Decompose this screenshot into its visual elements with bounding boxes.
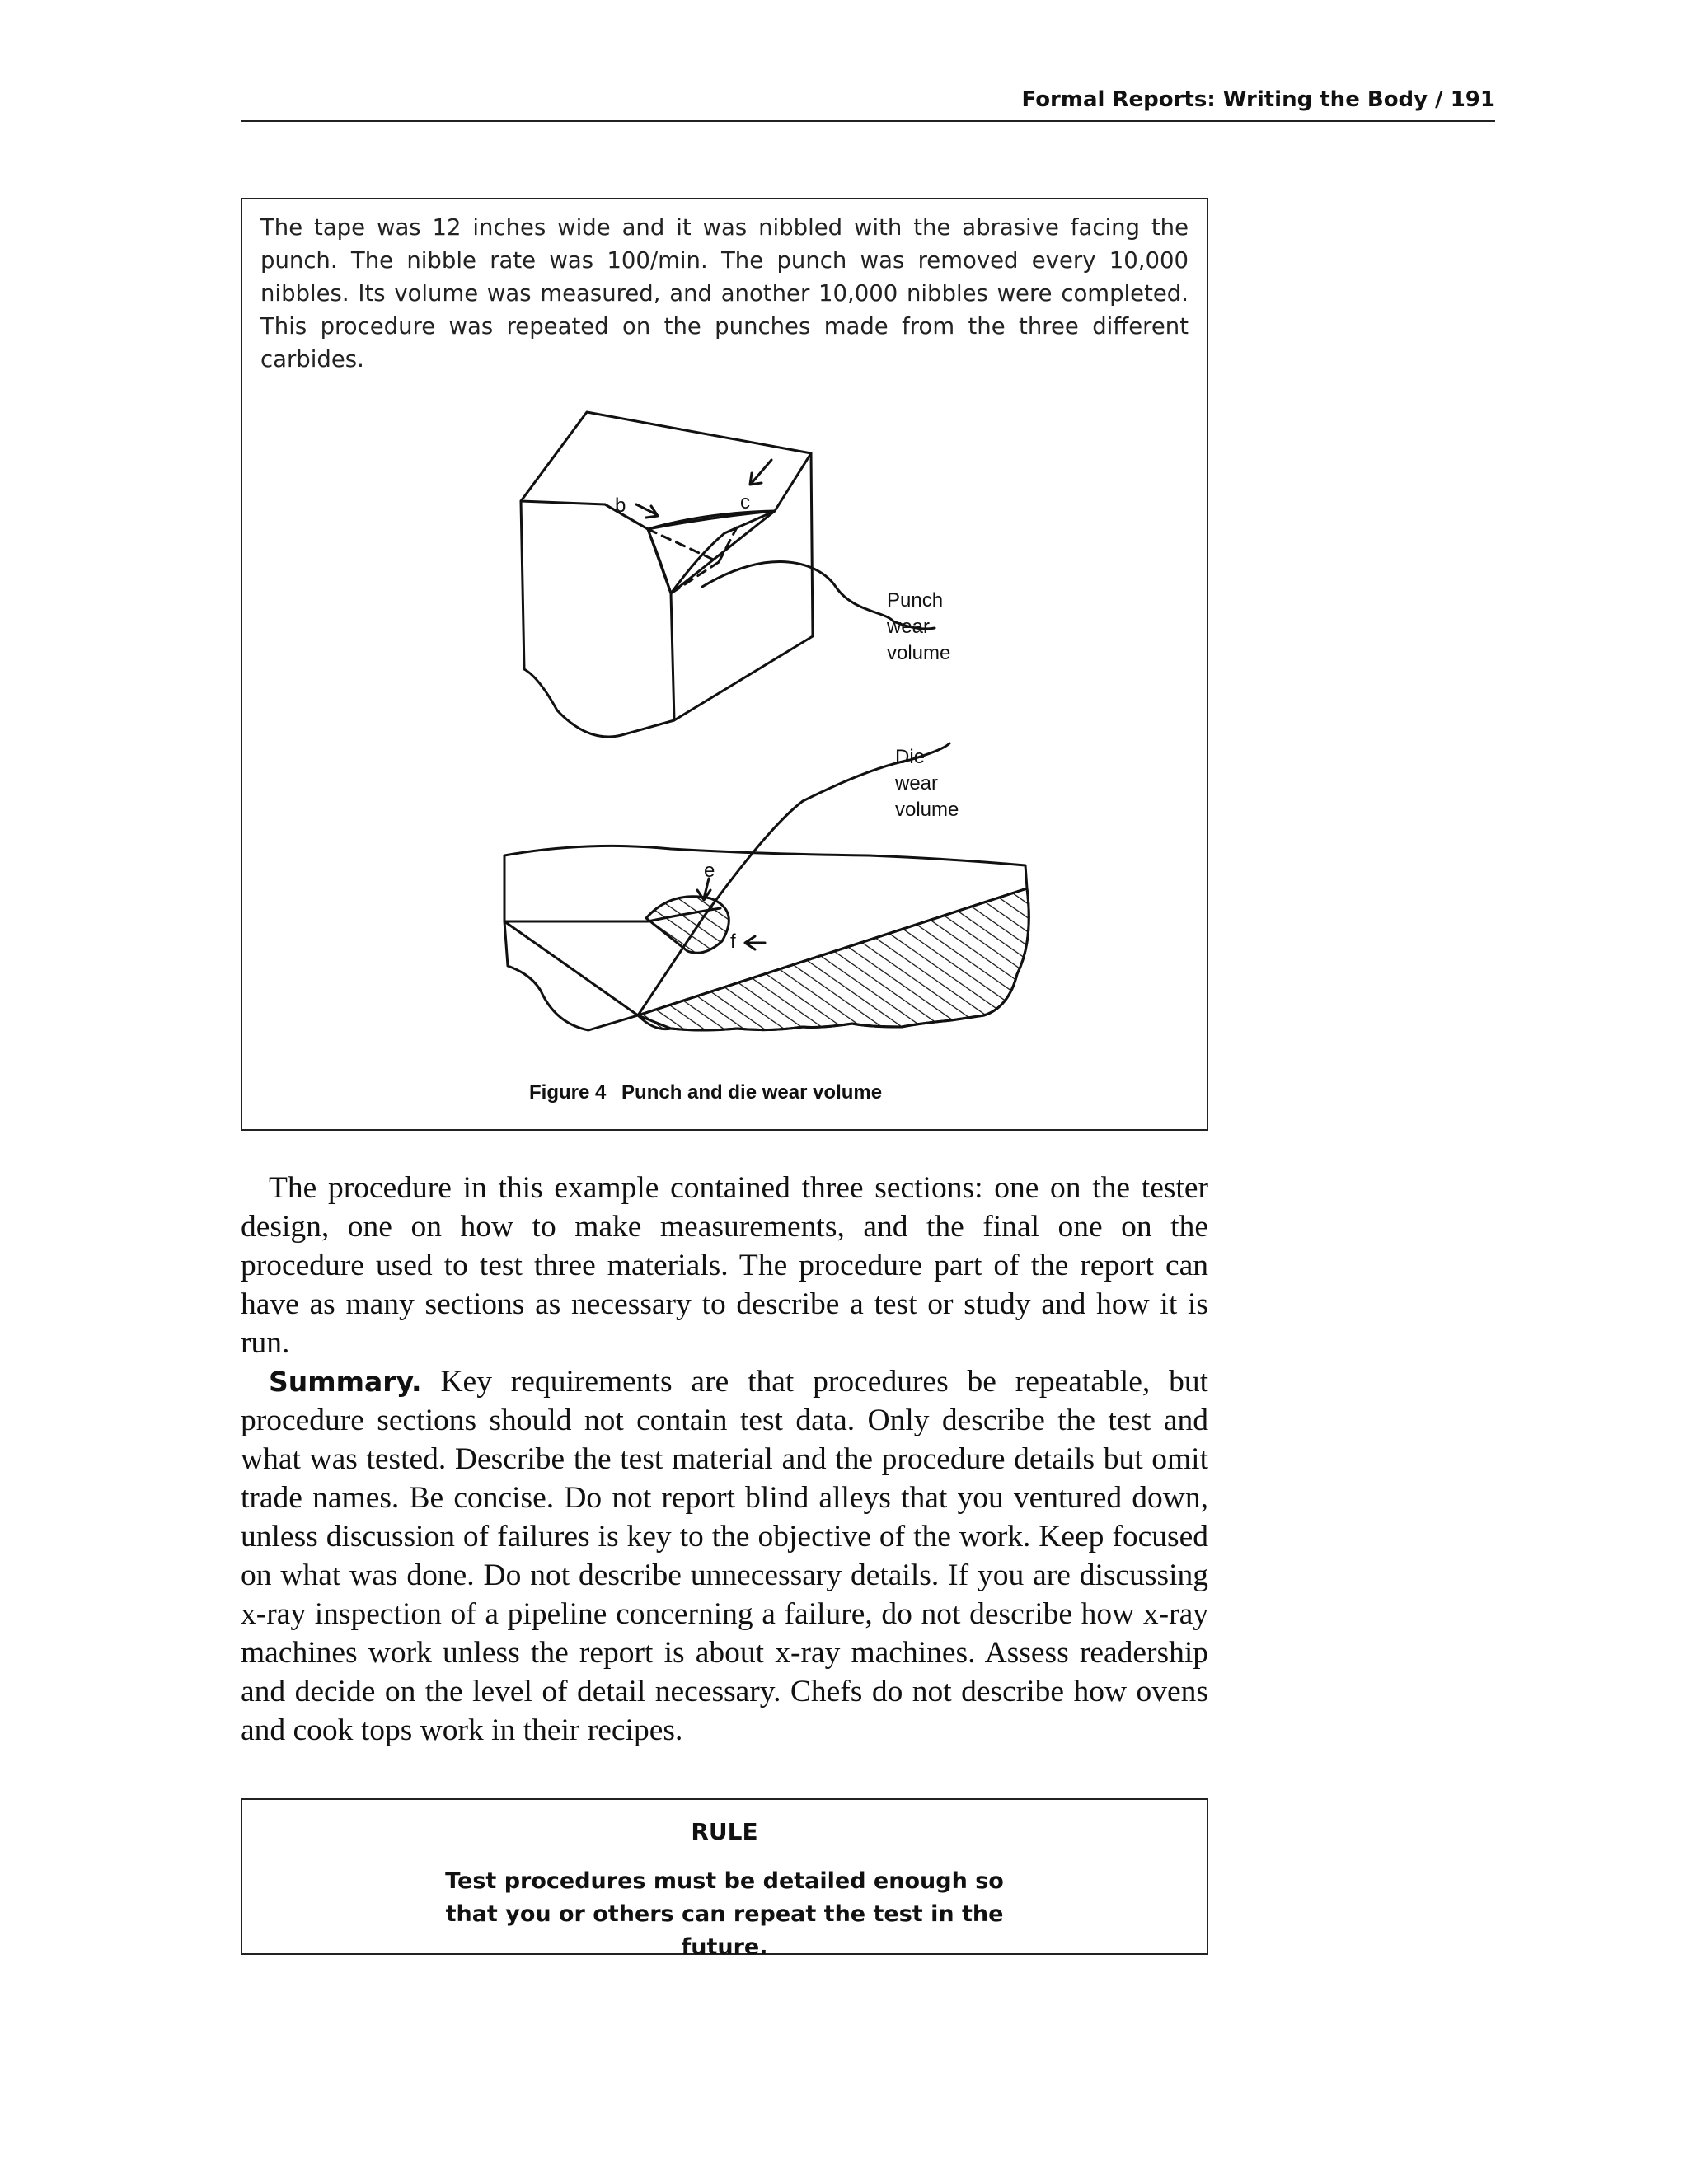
figure-caption — [529, 1081, 882, 1104]
summary-heading: Summary. — [269, 1366, 422, 1398]
arrow-c — [750, 460, 771, 485]
rule-title: RULE — [691, 1818, 758, 1845]
punch-label-line1: Punch — [887, 589, 944, 612]
running-header-text: Formal Reports: Writing the Body / 191 — [1021, 87, 1495, 112]
label-b: b — [615, 494, 626, 517]
punch-label-line3: volume — [887, 642, 951, 664]
die-wear-half-disc — [646, 897, 729, 954]
excerpt-text: The tape was 12 inches wide and it was nibbled with the abrasive facing the punch. The nibble rate was 100/min. The punch was removed every 10,000 nibbles. Its volume was measured, and another 10,000 nibbles were completed. This procedure was repeated on the punches made from the three different carbides. — [260, 214, 1189, 373]
punch-wear-dashed — [648, 527, 737, 593]
die-label-line1: Die — [895, 746, 926, 768]
rule-text: Test procedures must be detailed enough so that you or others can repeat the test in the future. — [445, 1868, 1004, 1960]
label-c: c — [740, 491, 750, 513]
figure-caption-text: Punch and die wear volume — [621, 1081, 883, 1104]
punch-label-line2: wear — [887, 616, 931, 638]
die-label-line3: volume — [895, 799, 959, 821]
arrow-f — [745, 936, 765, 949]
label-e: e — [704, 860, 715, 882]
label-f: f — [730, 930, 736, 953]
punch-die-wear-figure — [242, 199, 1207, 1129]
figure-caption-number: Figure 4 — [529, 1081, 607, 1104]
running-header — [241, 82, 1495, 122]
body-text — [241, 1169, 1208, 1750]
die-label-line2: wear — [895, 772, 939, 794]
paragraph-procedure: The procedure in this example contained three sections: one on the tester design, one on how to make measurements, and the final one on the procedure used to test three materials. The procedure part of the report can have as many sections as necessary to describe a test or study and how it is run. — [241, 1171, 1208, 1360]
excerpt-box — [241, 198, 1208, 1131]
rule-box — [241, 1798, 1208, 1960]
paragraph-summary — [241, 1362, 1208, 1750]
summary-text: Key requirements are that procedures be repeatable, but procedure sections should not contain test data. Only describe the test and what was tested. Describe the test material and the procedure details but omit trade names. Be concise. Do not report blind alleys that you ventured down, unless discussion of failures is key to the objective of the work. Keep focused on what was done. Do not describe unnecessary details. If you are discussing x-ray inspection of a pipeline concerning a failure, do not describe how x-ray machines work unless the report is about x-ray machines. Assess readership and decide on the level of detail necessary. Chefs do not describe how ovens and cook tops work in their recipes. — [241, 1365, 1209, 1747]
arrow-b — [636, 504, 658, 518]
